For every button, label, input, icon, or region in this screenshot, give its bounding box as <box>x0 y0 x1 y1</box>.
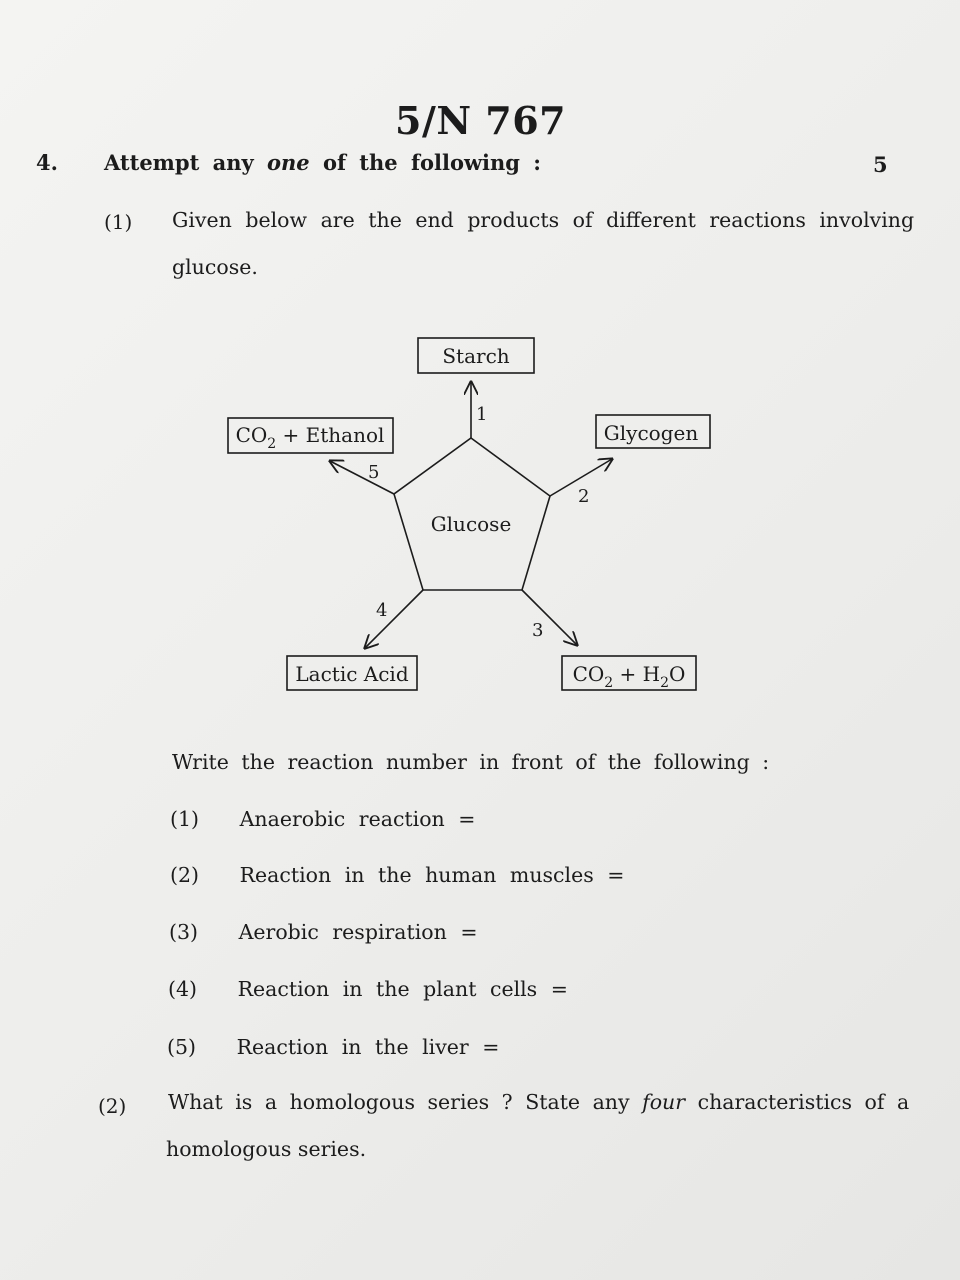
arrow-5 <box>330 461 394 494</box>
list-item <box>169 920 478 944</box>
instruction-post: of the following : <box>322 150 542 175</box>
part2-text-line2: homologous series. <box>166 1137 367 1161</box>
part1-text-line1: Given below are the end products of different reactions involving <box>172 208 915 232</box>
question-number: 4. <box>36 150 58 175</box>
list-item-text: Reaction in the human muscles = <box>239 863 625 887</box>
reaction-number-2: 2 <box>578 486 590 507</box>
center-label: Glucose <box>430 512 512 536</box>
part2-text-line1 <box>168 1090 909 1114</box>
part2-text-post: characteristics of a <box>697 1090 910 1114</box>
part1-number: (1) <box>104 210 133 234</box>
list-item <box>168 977 568 1001</box>
list-item-number: (1) <box>170 807 200 831</box>
label-lactic-acid: Lactic Acid <box>295 662 409 686</box>
reaction-number-3: 3 <box>532 620 544 641</box>
reaction-number-4: 4 <box>376 600 388 621</box>
part2-number: (2) <box>98 1094 127 1118</box>
list-item-number: (3) <box>169 920 199 944</box>
arrow-3 <box>522 590 577 645</box>
label-co2-ethanol: $CO_2$ + Ethanol <box>235 423 385 452</box>
instruction-emphasis: one <box>267 150 310 175</box>
list-item <box>170 863 624 887</box>
list-item-text: Aerobic respiration = <box>238 920 478 944</box>
list-item-number: (2) <box>170 863 200 887</box>
list-item-number: (4) <box>168 977 198 1001</box>
part2-text-emphasis: four <box>642 1090 686 1114</box>
instruction-pre: Attempt any <box>104 150 254 175</box>
list-item <box>167 1035 499 1059</box>
arrow-4 <box>365 590 423 648</box>
reaction-number-5: 5 <box>368 462 380 483</box>
label-glycogen: Glycogen <box>603 421 699 445</box>
list-item-text: Reaction in the plant cells = <box>237 977 568 1001</box>
list-item-number: (5) <box>167 1035 197 1059</box>
paper-code: 5/N 767 <box>395 98 567 143</box>
part2-text-pre: What is a homologous series ? State any <box>168 1090 630 1114</box>
reaction-number-1: 1 <box>476 404 488 425</box>
list-item-text: Reaction in the liver = <box>236 1035 500 1059</box>
part1-text-line2: glucose. <box>172 255 258 279</box>
part1-prompt: Write the reaction number in front of the following : <box>172 750 770 774</box>
list-item <box>170 807 475 831</box>
question-marks: 5 <box>873 152 888 177</box>
label-starch: Starch <box>442 344 510 368</box>
label-co2-h2o: $CO_2 + H_2O$ <box>572 662 686 691</box>
list-item-text: Anaerobic reaction = <box>239 807 476 831</box>
